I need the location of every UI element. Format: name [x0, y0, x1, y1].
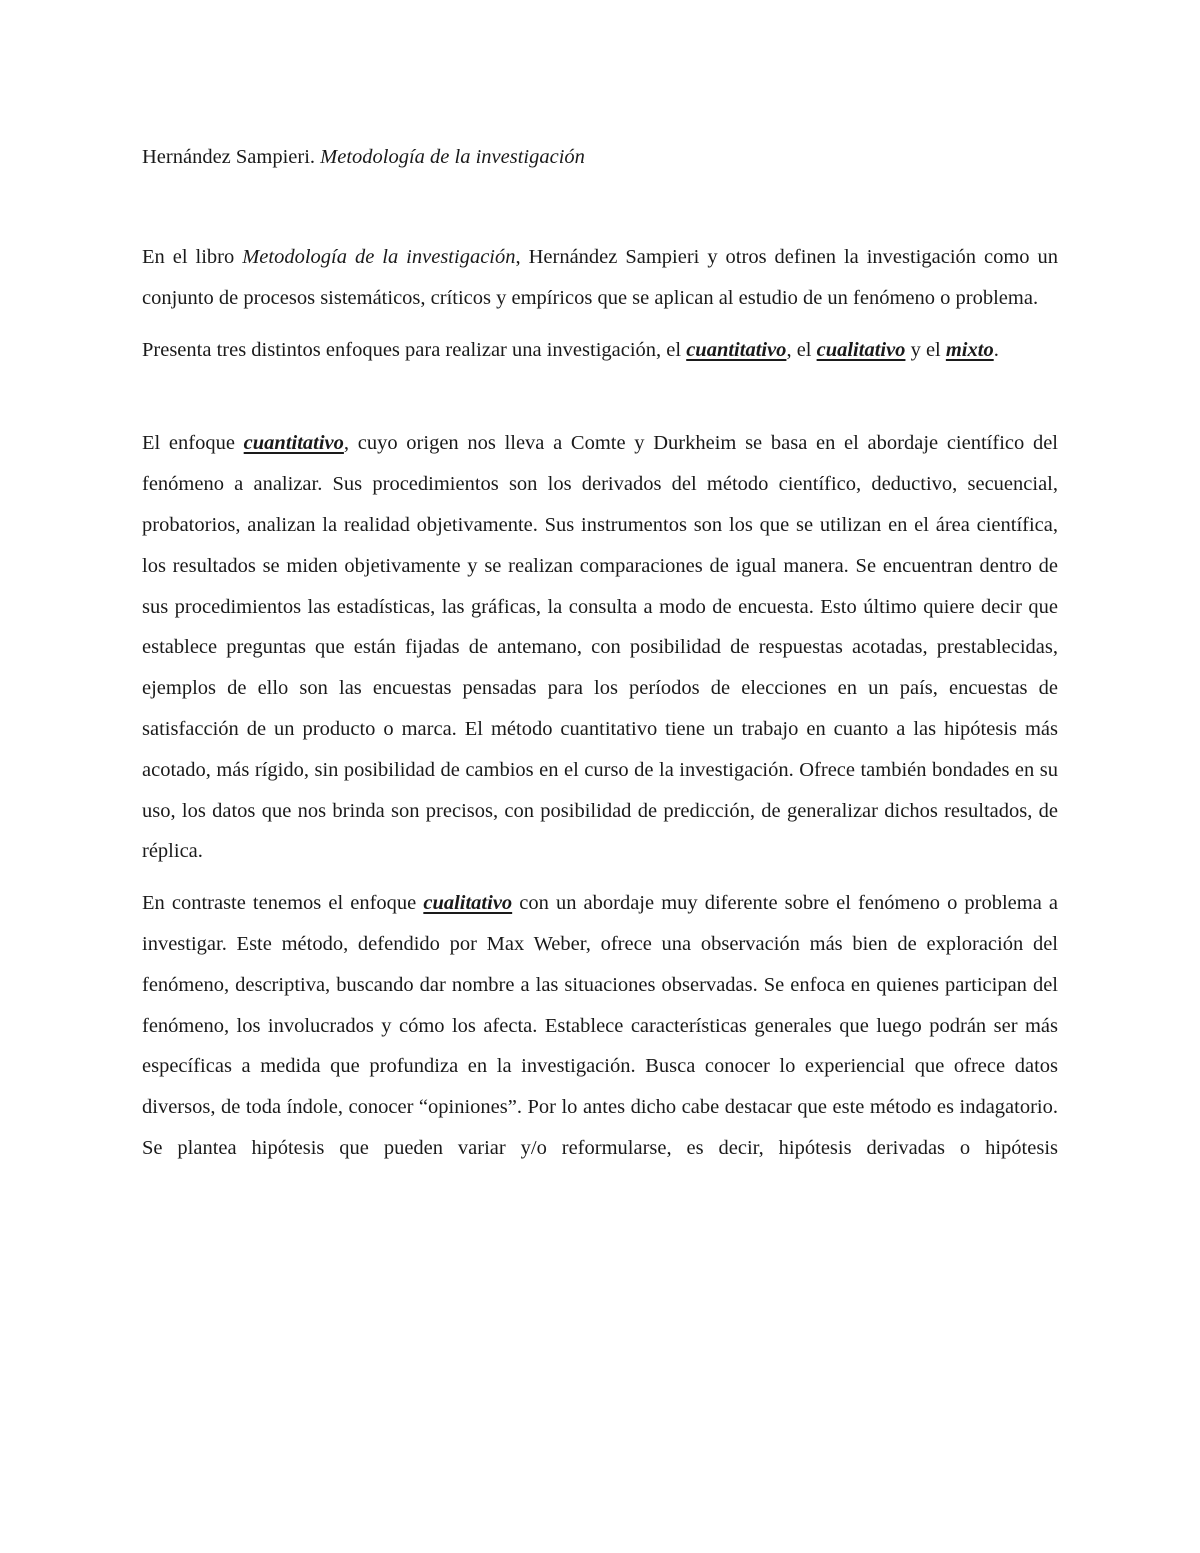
enfoques-sep2: y el — [910, 338, 941, 361]
cualitativo-rest: con un abordaje muy diferente sobre el fenómeno o problema a investigar. Este método, defendido por Max Weber, ofrece una observación más bien de exploración del fenómeno, descriptiva, buscando dar nombre a las situaciones observadas. Se enfoca en quienes participan del fenómeno, los involucrados y cómo los afecta. Establece características generales que luego podrán ser más específicas a medida que profundiza en la investigación. Busca conocer lo experiencial que ofrece datos diversos, de toda índole, conocer “opiniones”. Por lo antes dicho cabe destacar que este método es indagatorio. Se plantea hipótesis que pueden variar y/o reformularse, es decir, hipótesis derivadas o hipótesis — [142, 892, 1059, 1159]
document-heading — [142, 142, 1058, 172]
intro-lead: En el libro — [142, 246, 235, 268]
term-cualitativo-heading: cualitativo — [423, 892, 513, 915]
term-cualitativo: cualitativo — [816, 338, 906, 361]
cuantitativo-rest: , cuyo origen nos lleva a Comte y Durkheim se basa en el abordaje científico del fenómeno a analizar. Sus procedimientos son los derivados del método científico, deductivo, secuencial, probatorios, analizan la realidad objetivamente. Sus instrumentos son los que se utilizan en el área científica, los resultados se miden objetivamente y se realizan comparaciones de igual manera. Se encuentran dentro de sus procedimientos las estadísticas, las gráficas, la consulta a modo de encuesta. Esto último quiere decir que establece preguntas que están fijadas de antemano, con posibilidad de respuestas acotadas, prestablecidas, ejemplos de ello son las encuestas pensadas para los períodos de elecciones en un país, encuestas de satisfacción de un producto o marca. El método cuantitativo tiene un trabajo en cuanto a las hipótesis más acotado, más rígido, sin posibilidad de cambios en el curso de la investigación. Ofrece también bondades en su uso, los datos que nos brinda son precisos, con posibilidad de predicción, de generalizar dichos resultados, de réplica. — [142, 432, 1058, 863]
term-cuantitativo: cuantitativo — [686, 338, 787, 361]
term-cuantitativo-heading: cuantitativo — [243, 432, 344, 455]
paragraph-enfoques — [142, 330, 1058, 371]
enfoques-sep1: , el — [786, 338, 812, 361]
cuantitativo-lead: El enfoque — [142, 432, 235, 455]
heading-book-title: Metodología de la investigación — [320, 146, 585, 168]
cualitativo-lead: En contraste tenemos el enfoque — [142, 892, 417, 915]
enfoques-lead: Presenta tres distintos enfoques para realizar una investigación, el — [142, 338, 682, 361]
document-body — [142, 142, 1058, 1169]
paragraph-cualitativo — [142, 883, 1058, 1169]
paragraph-cuantitativo — [142, 423, 1058, 872]
heading-author: Hernández Sampieri. — [142, 146, 316, 168]
intro-rest: , Hernández Sampieri y otros definen la investigación como un conjunto de procesos sistemáticos, críticos y empíricos que se aplican al estudio de un fenómeno o problema. — [142, 246, 1059, 309]
paragraph-intro — [142, 237, 1058, 319]
term-mixto: mixto — [945, 338, 994, 361]
enfoques-end: . — [993, 338, 999, 361]
intro-book-title: Metodología de la investigación — [242, 246, 516, 268]
